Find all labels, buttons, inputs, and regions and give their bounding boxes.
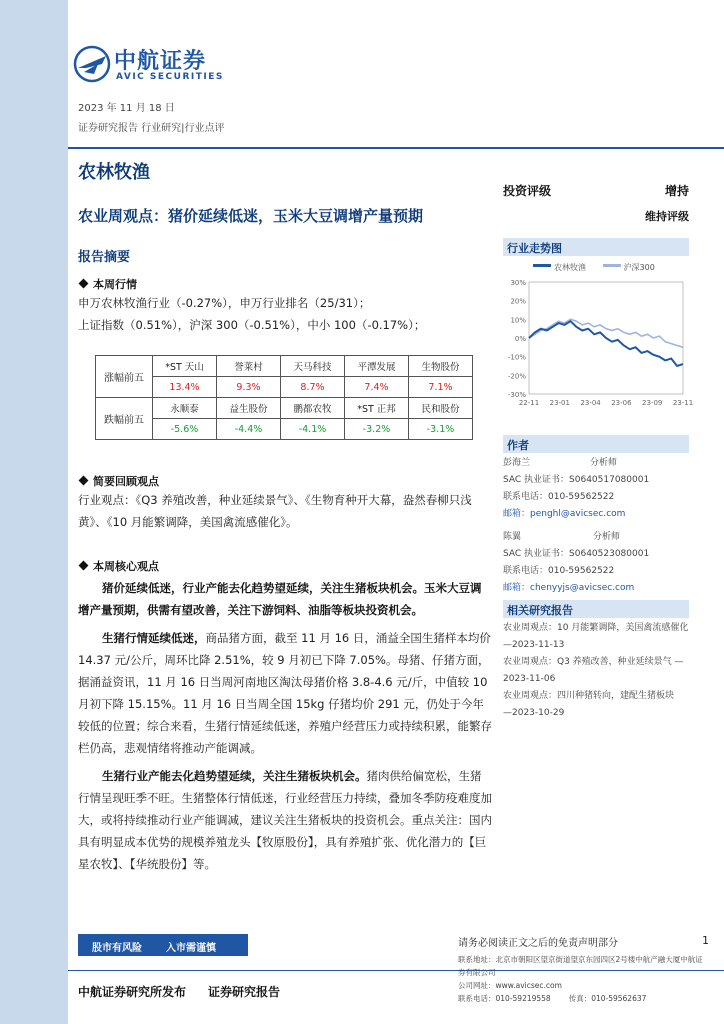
summary-heading: 报告摘要 — [78, 250, 131, 265]
footer-phone-fax: 联系电话：010-59219558 传真：010-59562637 — [458, 994, 647, 1003]
x-tick-label: 23-06 — [611, 399, 632, 407]
report-date: 2023 年 11 月 18 日 — [78, 103, 175, 114]
table-cell-value: -4.1% — [281, 419, 345, 440]
avic-logo-icon — [72, 44, 112, 84]
core-paragraph-2: 生猪行情延续低迷，商品猪方面，截至 11 月 16 日，涌益全国生猪样本均价 14.37 元/公斤，周环比降 2.51%，较 9 月初已下降 7.05%。母猪、仔猪方面，据涌益资讯，11 月 16 日当周河南地区淘汰母猪价格 3.8-4.6 元/斤，中值较 10 月初下降 15.15%。11 月 16 日当周全国 15kg 仔猪均价 291 元，仍处于今年较低的位置；综合来看，生猪行情延续低迷，养殖户经营压力或持续积累，能繁存栏仍高，悲观情绪将推动产能调减。 — [78, 631, 492, 755]
trend-chart — [503, 262, 694, 422]
table-cell: *ST 天山 — [153, 356, 217, 377]
table-cell: 生物股份 — [409, 356, 473, 377]
table-cell-value: 7.4% — [345, 377, 409, 398]
gainers-label: 涨幅前五 — [96, 356, 153, 398]
x-tick-label: 23-01 — [549, 399, 570, 407]
author-2-name: 陈翼 — [503, 532, 522, 542]
related-list — [503, 620, 689, 722]
y-tick-label: -20% — [507, 372, 526, 381]
authors-block — [503, 455, 689, 597]
table-cell: 誉莱村 — [217, 356, 281, 377]
footer-contact — [458, 953, 708, 1005]
table-row-gainers-values — [96, 377, 473, 398]
table-row-losers-names — [96, 398, 473, 419]
weekly-heading: 本周行情 — [80, 276, 137, 292]
table-cell: *ST 正邦 — [345, 398, 409, 419]
table-cell: 永顺泰 — [153, 398, 217, 419]
header-divider — [68, 147, 724, 149]
core-paragraph-1: 猪价延续低迷，行业产能去化趋势望延续，关注生猪板块机会。玉米大豆调增产量预期，供需有望改善，关注下游饲料、油脂等板块投资机会。 — [78, 581, 482, 617]
chart-heading: 行业走势图 — [503, 238, 689, 256]
brand-logo — [72, 40, 252, 90]
author-1-email[interactable]: 邮箱：penghl@avicsec.com — [503, 509, 626, 519]
x-tick-label: 23-11 — [672, 399, 694, 407]
series-line-hs300 — [529, 319, 683, 347]
author-2-row — [503, 529, 689, 546]
diamond-bullet-icon — [79, 476, 89, 486]
table-cell-value: 13.4% — [153, 377, 217, 398]
legend-label-industry: 农林牧渔 — [554, 263, 586, 272]
y-tick-label: -10% — [507, 353, 526, 362]
risk-text-2: 入市需谨慎 — [166, 943, 216, 954]
author-1-phone: 联系电话：010-59562522 — [503, 492, 615, 502]
x-tick-label: 23-04 — [580, 399, 601, 407]
table-cell-value: -4.4% — [217, 419, 281, 440]
footer-website[interactable]: 公司网址：www.avicsec.com — [458, 981, 562, 990]
losers-label: 跌幅前五 — [96, 398, 153, 440]
legend-swatch-hs300 — [603, 264, 621, 267]
author-2-phone: 联系电话：010-59562522 — [503, 566, 615, 576]
chart-legend — [533, 262, 689, 273]
y-tick-label: 20% — [510, 297, 526, 306]
author-1-row — [503, 455, 689, 472]
footer-publisher: 中航证券研究所发布 证券研究报告 — [78, 985, 281, 999]
table-row-gainers-names — [96, 356, 473, 377]
chart-plot — [503, 276, 694, 426]
legend-label-hs300: 沪深300 — [623, 263, 655, 272]
disclaimer-note: 请务必阅读正文之后的免责声明部分 — [458, 938, 618, 949]
rating-label: 投资评级 — [503, 184, 552, 198]
risk-warning-bar — [78, 934, 248, 956]
left-sidebar-band — [0, 0, 68, 1024]
rating-block — [503, 182, 689, 199]
legend-swatch-industry — [533, 264, 551, 267]
table-cell-value: 7.1% — [409, 377, 473, 398]
y-tick-label: 0% — [514, 335, 526, 343]
report-doc-type: 证券研究报告 行业研究|行业点评 — [78, 123, 225, 134]
table-cell: 天马科技 — [281, 356, 345, 377]
weekly-line-1: 申万农林牧渔行业（-0.27%），申万行业排名（25/31）； — [78, 296, 371, 310]
review-heading: 简要回顾观点 — [80, 473, 159, 489]
y-tick-label: -30% — [507, 391, 526, 399]
author-1-name: 彭海兰 — [503, 458, 531, 468]
table-cell-value: -3.1% — [409, 419, 473, 440]
weekly-line-2: 上证指数（0.51%），沪深 300（-0.51%），中小 100（-0.17%）； — [78, 318, 426, 332]
authors-heading: 作者 — [503, 435, 689, 453]
core-heading: 本周核心观点 — [80, 558, 159, 574]
brand-name-en: AVIC SECURITIES — [116, 72, 224, 82]
related-item[interactable]: 农业周观点：四川种猪转向，建配生猪板块 —2023-10-29 — [503, 691, 675, 718]
rating-maintain: 维持评级 — [645, 210, 689, 223]
x-tick-label: 22-11 — [518, 399, 540, 407]
brand-name-cn: 中航证券 — [114, 49, 207, 74]
y-tick-label: 10% — [510, 316, 526, 325]
author-2-sac: SAC 执业证书：S0640523080001 — [503, 549, 650, 559]
diamond-bullet-icon — [79, 279, 89, 289]
weekly-text — [78, 292, 492, 336]
movers-table — [95, 355, 473, 440]
x-tick-label: 23-09 — [642, 399, 663, 407]
author-1-sac: SAC 执业证书：S0640517080001 — [503, 475, 650, 485]
table-cell: 平潭发展 — [345, 356, 409, 377]
report-title: 农业周观点：猪价延续低迷，玉米大豆调增产量预期 — [78, 207, 424, 225]
related-item[interactable]: 农业周观点：Q3 养殖改善，种业延续景气 — 2023-11-06 — [503, 657, 684, 684]
table-cell-value: -3.2% — [345, 419, 409, 440]
review-text: 行业观点：《Q3 养殖改善，种业延续景气》、《生物育种开大幕，盎然春柳只浅黄》、《10 月能繁调降，美国禽流感催化》。 — [78, 493, 472, 529]
industry-heading: 农林牧渔 — [78, 162, 150, 183]
diamond-bullet-icon — [79, 561, 89, 571]
author-2-email[interactable]: 邮箱：chenyyjs@avicsec.com — [503, 583, 635, 593]
table-cell: 民和股份 — [409, 398, 473, 419]
core-paragraph-3: 生猪行业产能去化趋势望延续，关注生猪板块机会。猪肉供给偏宽松，生猪行情呈现旺季不旺。生猪整体行情低迷，行业经营压力持续，叠加冬季防疫难度加大，或将持续推动行业产能调减，建议关注生猪板块的投资机会。重点关注：国内具有明显成本优势的规模养殖龙头【牧原股份】，具有养殖扩张、优化潜力的【巨星农牧】、【华统股份】等。 — [78, 769, 492, 871]
page-number: 1 — [702, 934, 709, 947]
table-cell-value: 8.7% — [281, 377, 345, 398]
risk-text-1: 股市有风险 — [92, 943, 142, 954]
rating-value: 增持 — [664, 184, 689, 198]
table-row-losers-values — [96, 419, 473, 440]
table-cell-value: -5.6% — [153, 419, 217, 440]
table-cell: 鹏都农牧 — [281, 398, 345, 419]
table-cell-value: 9.3% — [217, 377, 281, 398]
y-tick-label: 30% — [510, 279, 526, 287]
author-1-role: 分析师 — [590, 458, 618, 468]
core-body — [78, 577, 492, 875]
author-2-role: 分析师 — [593, 532, 621, 542]
related-heading: 相关研究报告 — [503, 600, 689, 618]
footer-address: 联系地址：北京市朝阳区望京街道望京东园四区2号楼中航产融大厦中航证券有限公司 — [458, 955, 703, 977]
table-cell: 益生股份 — [217, 398, 281, 419]
related-item[interactable]: 农业周观点：10 月能繁调降，美国禽流感催化 —2023-11-13 — [503, 623, 689, 650]
